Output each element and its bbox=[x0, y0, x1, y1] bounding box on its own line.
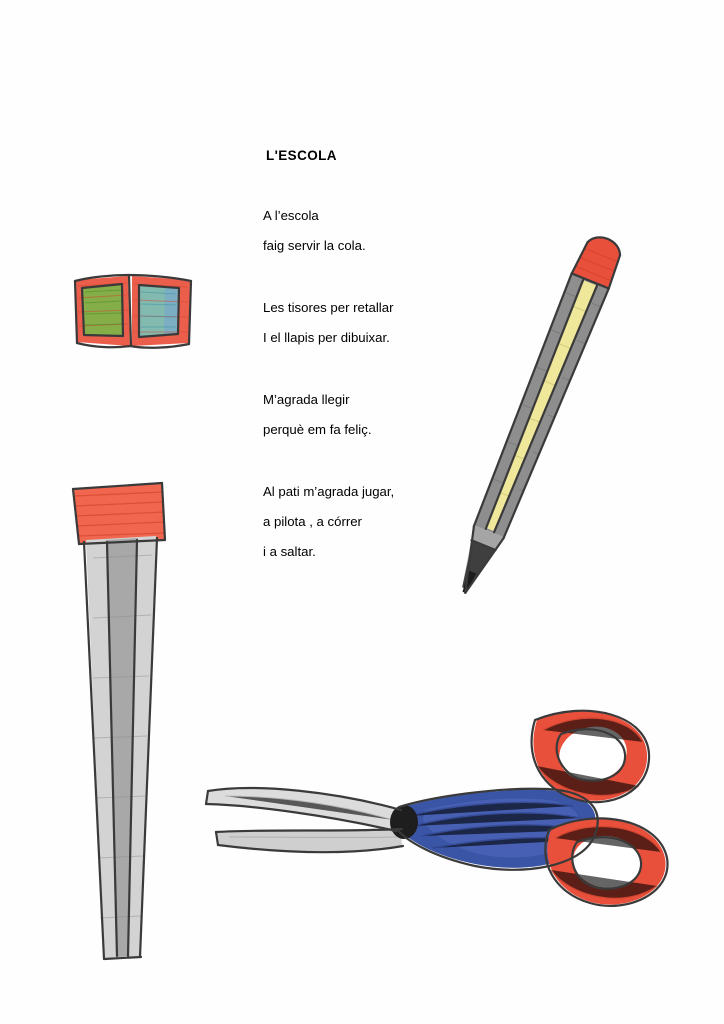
poem-line: i a saltar. bbox=[263, 544, 316, 559]
poem-line: Al pati m’agrada jugar, bbox=[263, 484, 395, 499]
pencil-drawing bbox=[420, 210, 650, 620]
page-title: L'ESCOLA bbox=[266, 148, 337, 163]
poem-line: faig servir la cola. bbox=[263, 238, 366, 253]
poem-line: a pilota , a córrer bbox=[263, 514, 362, 529]
scissors-drawing bbox=[195, 680, 675, 920]
poem-line: A l’escola bbox=[263, 208, 319, 223]
poem-line: perquè em fa feliç. bbox=[263, 422, 372, 437]
open-book-drawing bbox=[70, 272, 200, 354]
poem-line: Les tisores per retallar bbox=[263, 300, 394, 315]
glue-stick-drawing bbox=[66, 478, 186, 970]
poem-line: I el llapis per dibuixar. bbox=[263, 330, 390, 345]
poem-line: M’agrada llegir bbox=[263, 392, 350, 407]
